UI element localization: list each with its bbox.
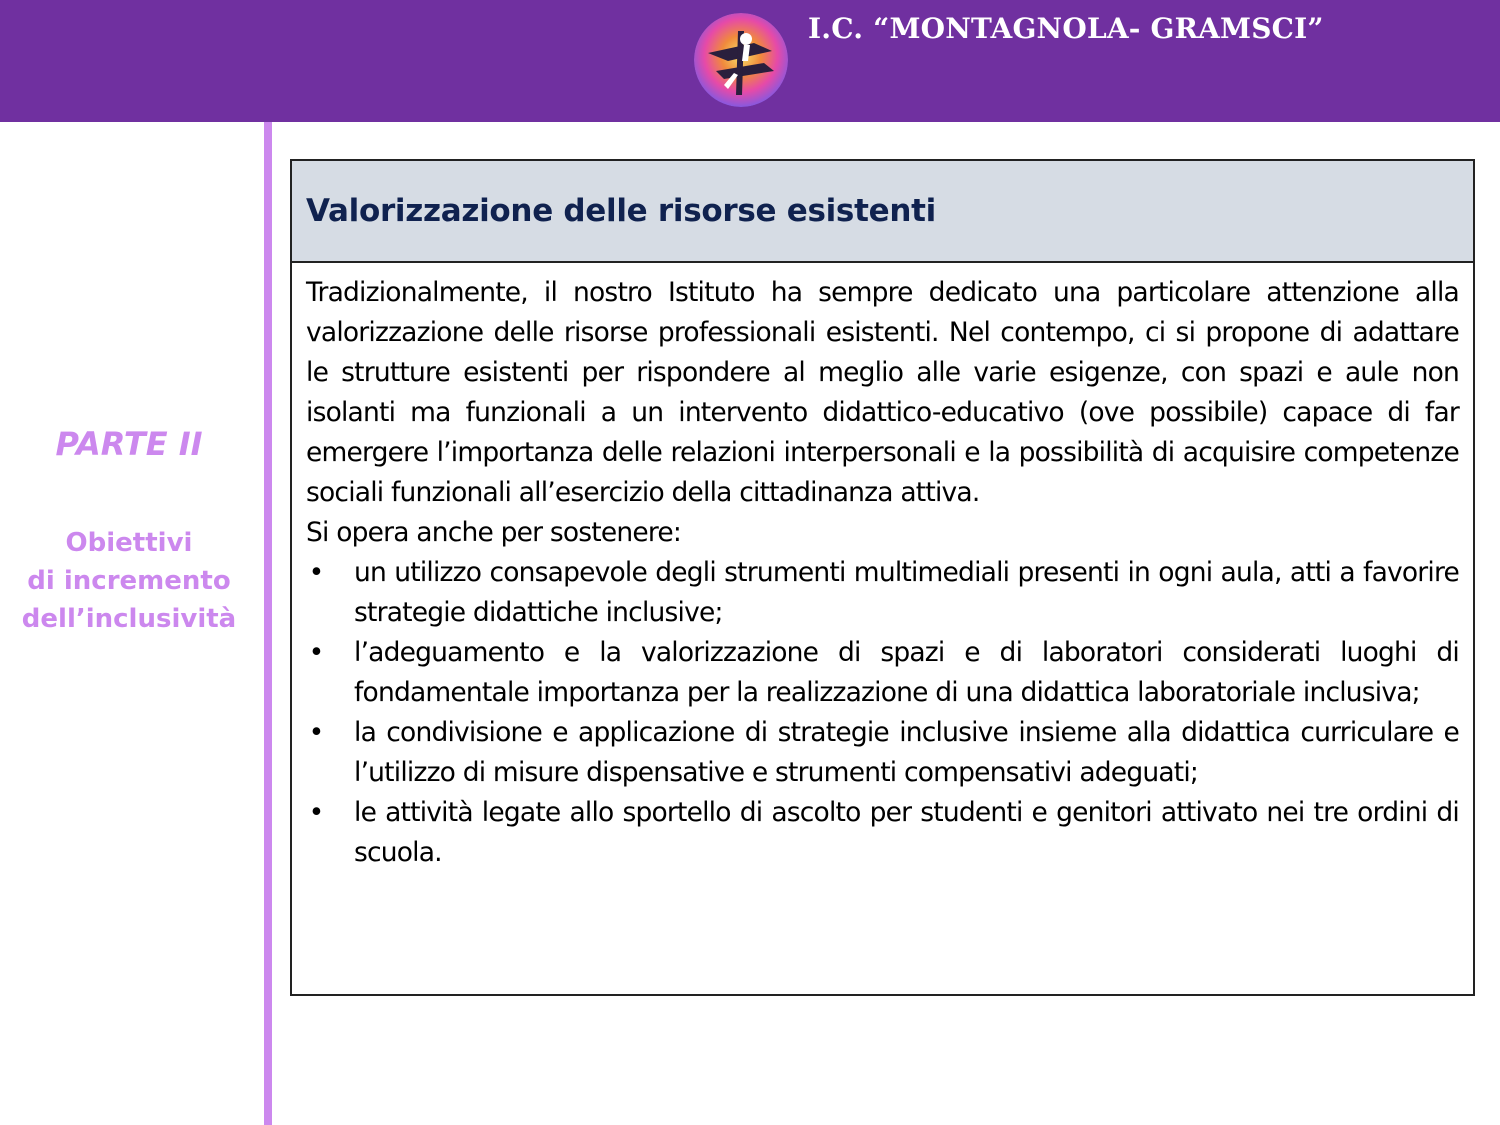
list-item-text: l’adeguamento e la valorizzazione di spazi e di laboratori considerati luoghi di fondamentale importanza per la realizzazione di una didattica laboratoriale inclusiva;	[354, 637, 1459, 708]
content-body	[292, 263, 1473, 873]
content-box	[290, 159, 1475, 996]
content-box-header	[292, 161, 1473, 263]
school-logo-icon	[694, 13, 788, 107]
list-item	[306, 793, 1459, 873]
bullet-icon: •	[308, 797, 324, 828]
school-name: I.C. “MONTAGNOLA- GRAMSCI”	[808, 12, 1324, 45]
content-title: Valorizzazione delle risorse esistenti	[306, 193, 936, 229]
subtitle-line: di incremento	[27, 566, 231, 596]
vertical-divider	[264, 122, 272, 1125]
bullet-icon: •	[308, 717, 324, 748]
bullet-icon: •	[308, 557, 324, 588]
list-item	[306, 553, 1459, 633]
list-intro: Si opera anche per sostenere:	[306, 517, 682, 548]
subtitle-line: dell’inclusività	[21, 604, 237, 634]
list-item-text: un utilizzo consapevole degli strumenti multimediali presenti in ogni aula, atti a favorire strategie didattiche inclusive;	[354, 557, 1459, 628]
list-item-text: le attività legate allo sportello di ascolto per studenti e genitori attivato nei tre ordini di scuola.	[354, 797, 1459, 868]
bullet-icon: •	[308, 637, 324, 668]
bullet-list	[306, 553, 1459, 873]
subtitle-line: Obiettivi	[65, 528, 193, 558]
list-item	[306, 633, 1459, 713]
part-label: PARTE II	[55, 425, 203, 463]
list-item-text: la condivisione e applicazione di strategie inclusive insieme alla didattica curriculare e l’utilizzo di misure dispensative e strumenti compensativi adeguati;	[354, 717, 1459, 788]
header-bar	[0, 0, 1500, 122]
section-subtitle	[0, 524, 258, 638]
list-item	[306, 713, 1459, 793]
body-paragraph: Tradizionalmente, il nostro Istituto ha sempre dedicato una particolare attenzione alla valorizzazione delle risorse professionali esistenti. Nel contempo, ci si propone di adattare le strutture esistenti per rispondere al meglio alle varie esigenze, con spazi e aule non isolanti ma funzionali a un intervento didattico-educativo (ove possibile) capace di far emergere l’importanza delle relazioni interpersonali e la possibilità di acquisire competenze sociali funzionali all’esercizio della cittadinanza attiva.	[306, 277, 1459, 508]
